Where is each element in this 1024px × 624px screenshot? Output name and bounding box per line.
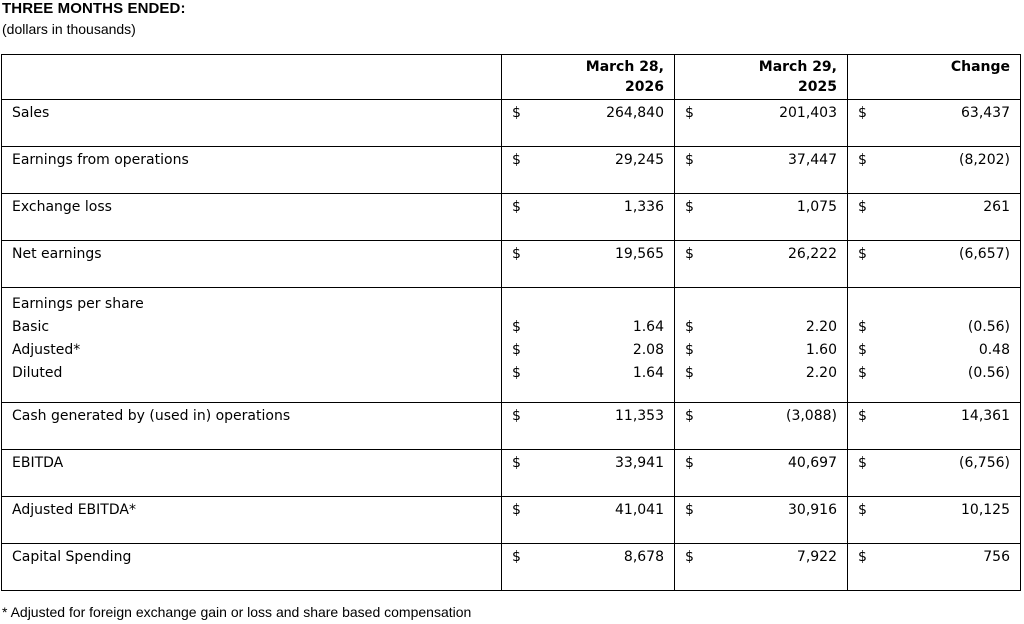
value-change: 756 [884,544,1021,591]
row-label: Exchange loss [2,194,502,241]
currency-symbol: $ [675,147,711,194]
value-current: 264,840 [538,100,675,147]
financial-summary-table [1,54,1021,591]
value-change: (6,657) [884,241,1021,288]
value-change: 14,361 [884,403,1021,450]
currency-symbol: $ [675,194,711,241]
currency-symbol: $ [848,544,884,591]
currency-symbol: $ [675,403,711,450]
column-header-prior-line1: March 29, [758,59,837,75]
eps-title: Earnings per share [12,296,144,312]
value-current: 41,041 [538,497,675,544]
eps-values-current [538,288,675,403]
eps-currency-prior [675,288,711,403]
row-label: Capital Spending [2,544,502,591]
column-header-change-line1: Change [950,59,1010,75]
value-current: 1.64 [632,365,664,381]
currency-symbol: $ [848,241,884,288]
currency-symbol: $ [685,365,694,381]
column-header-change [884,55,1021,100]
currency-symbol: $ [848,497,884,544]
value-prior: 201,403 [711,100,848,147]
column-header-prior-line2: 2025 [798,79,837,95]
currency-symbol: $ [502,241,538,288]
value-prior: 37,447 [711,147,848,194]
currency-symbol: $ [685,319,694,335]
currency-symbol: $ [675,450,711,497]
value-prior: 30,916 [711,497,848,544]
row-label: Net earnings [2,241,502,288]
eps-row [2,288,1021,403]
currency-symbol: $ [858,319,867,335]
currency-symbol: $ [502,450,538,497]
currency-symbol: $ [502,403,538,450]
value-prior: 7,922 [711,544,848,591]
row-label: Sales [2,100,502,147]
value-current: 1,336 [538,194,675,241]
column-header-prior [711,55,848,100]
value-prior: 1.60 [805,342,837,358]
table-row [2,194,1021,241]
value-current: 8,678 [538,544,675,591]
value-prior: 2.20 [805,365,837,381]
header-label-cell [2,55,502,100]
value-prior: 1,075 [711,194,848,241]
currency-symbol: $ [675,544,711,591]
eps-label-adjusted: Adjusted* [12,342,81,358]
currency-symbol: $ [858,365,867,381]
eps-label-basic: Basic [12,319,50,335]
value-prior: (3,088) [711,403,848,450]
currency-symbol: $ [848,147,884,194]
currency-symbol: $ [502,497,538,544]
currency-symbol: $ [848,450,884,497]
currency-symbol: $ [502,147,538,194]
value-change: (8,202) [884,147,1021,194]
eps-currency-current [502,288,538,403]
value-change: 10,125 [884,497,1021,544]
currency-symbol: $ [848,194,884,241]
value-current: 29,245 [538,147,675,194]
currency-symbol: $ [512,365,521,381]
value-prior: 26,222 [711,241,848,288]
value-change: 0.48 [978,342,1010,358]
table-row [2,241,1021,288]
column-header-current-line2: 2026 [625,79,664,95]
units-note: (dollars in thousands) [2,21,136,37]
table-row [2,450,1021,497]
row-label: Adjusted EBITDA* [2,497,502,544]
currency-symbol: $ [675,100,711,147]
value-current: 11,353 [538,403,675,450]
footnote: * Adjusted for foreign exchange gain or loss and share based compensation [2,604,472,620]
value-prior: 40,697 [711,450,848,497]
value-current: 19,565 [538,241,675,288]
currency-symbol: $ [675,241,711,288]
column-header-current-line1: March 28, [585,59,664,75]
eps-values-change [884,288,1021,403]
report-heading: THREE MONTHS ENDED: [2,0,186,17]
table-header-row [2,55,1021,100]
row-label: Earnings from operations [2,147,502,194]
currency-symbol: $ [512,342,521,358]
currency-symbol: $ [848,100,884,147]
currency-symbol: $ [848,403,884,450]
column-header-current [538,55,675,100]
header-spacer-cell [502,55,538,100]
eps-values-prior [711,288,848,403]
header-spacer-cell [675,55,711,100]
table-row [2,100,1021,147]
currency-symbol: $ [502,194,538,241]
currency-symbol: $ [502,544,538,591]
currency-symbol: $ [685,342,694,358]
table-row [2,544,1021,591]
value-change: 63,437 [884,100,1021,147]
header-spacer-cell [848,55,884,100]
currency-symbol: $ [512,319,521,335]
currency-symbol: $ [858,342,867,358]
table-row [2,147,1021,194]
table-row [2,497,1021,544]
row-label: EBITDA [2,450,502,497]
value-current: 33,941 [538,450,675,497]
value-prior: 2.20 [805,319,837,335]
row-label: Cash generated by (used in) operations [2,403,502,450]
value-change: (0.56) [967,319,1010,335]
value-current: 2.08 [632,342,664,358]
eps-labels [2,288,502,403]
eps-label-diluted: Diluted [12,365,63,381]
value-change: (0.56) [967,365,1010,381]
value-current: 1.64 [632,319,664,335]
currency-symbol: $ [675,497,711,544]
eps-currency-change [848,288,884,403]
value-change: 261 [884,194,1021,241]
value-change: (6,756) [884,450,1021,497]
currency-symbol: $ [502,100,538,147]
table-row [2,403,1021,450]
